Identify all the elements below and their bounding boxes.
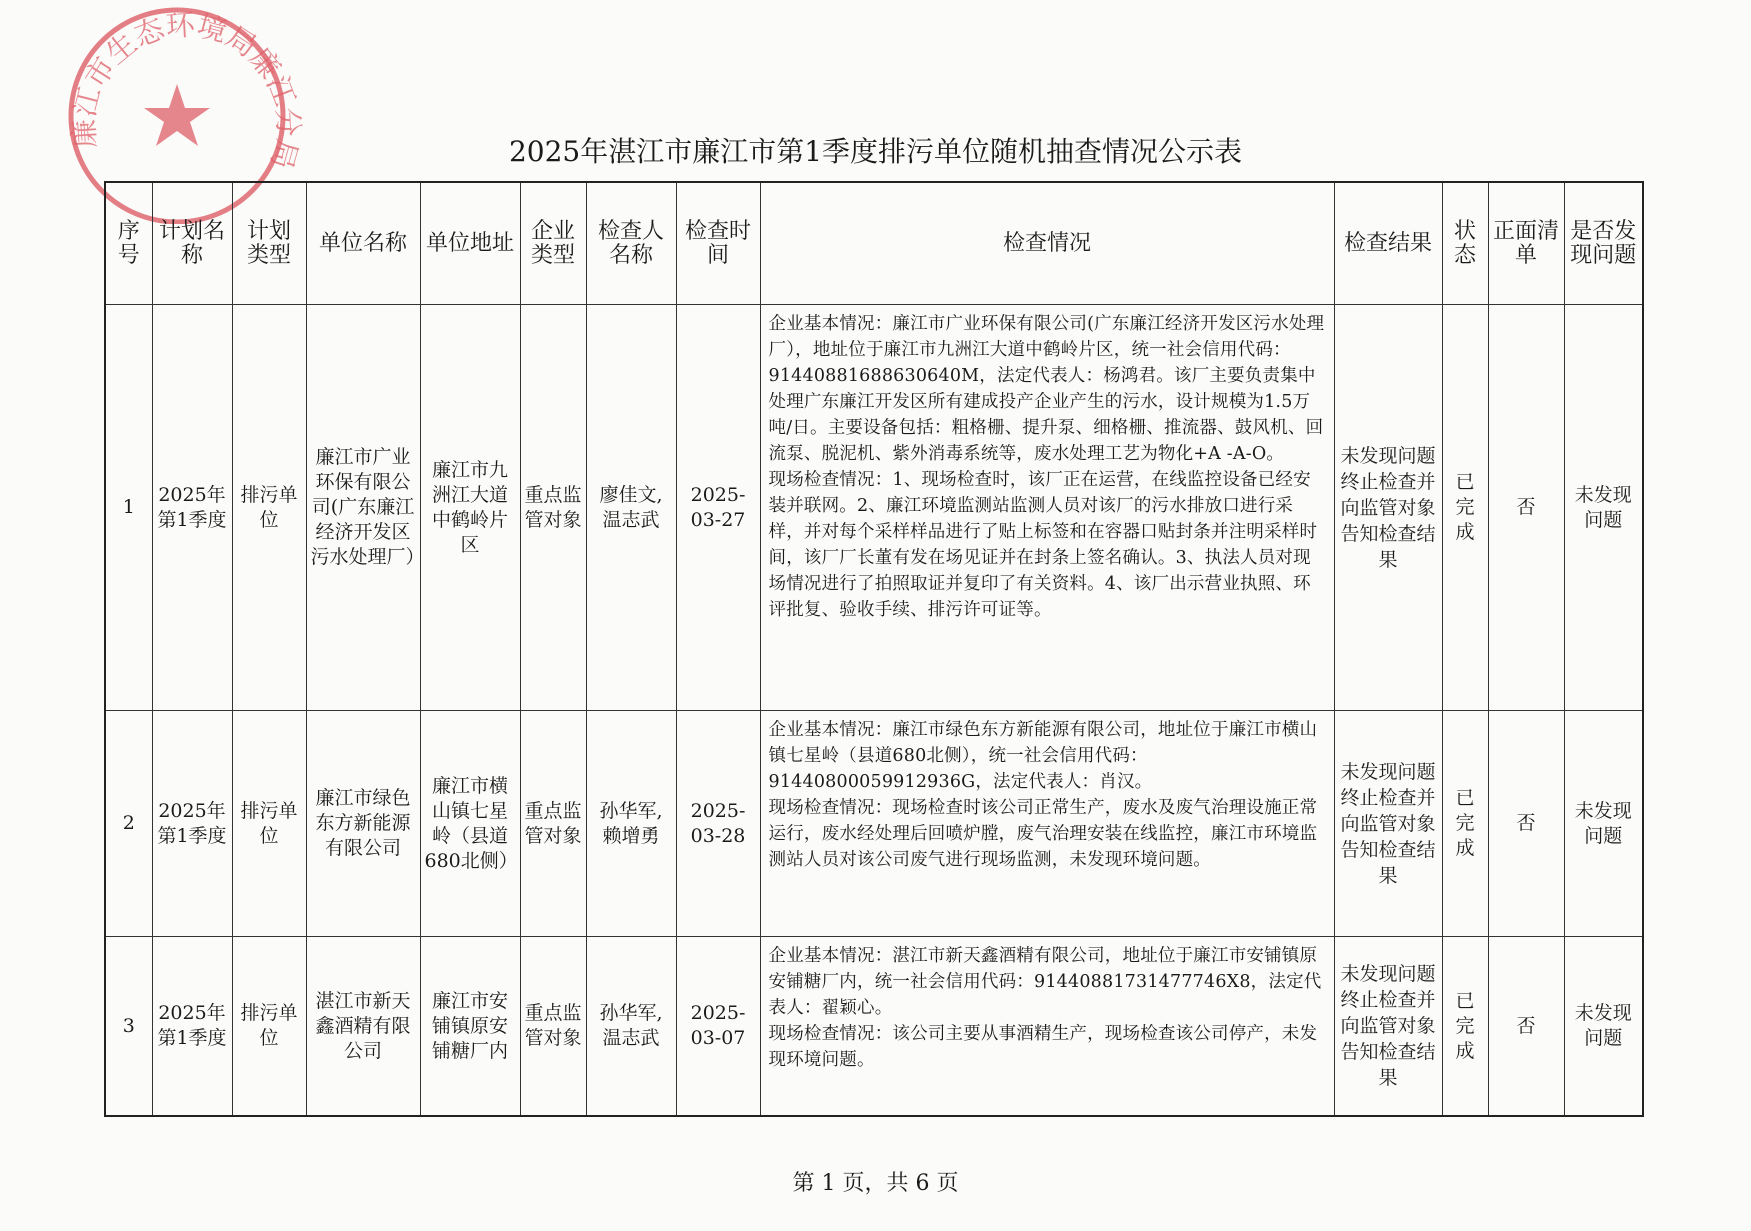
detail-onsite: 现场检查情况：该公司主要从事酒精生产，现场检查该公司停产，未发现环境问题。 xyxy=(768,1024,1318,1070)
cell-address: 廉江市九洲江大道中鹤岭片区 xyxy=(420,305,520,711)
cell-plan-name: 2025年第1季度 xyxy=(152,711,232,937)
cell-enterprise-type: 重点监管对象 xyxy=(520,711,586,937)
cell-status: 已完成 xyxy=(1442,711,1488,937)
cell-detail xyxy=(760,305,1334,711)
cell-enterprise-type: 重点监管对象 xyxy=(520,937,586,1117)
cell-inspectors: 孙华军,温志武 xyxy=(586,937,676,1117)
seal-text: 廉江市生态环境局廉江分局 xyxy=(66,7,306,173)
cell-inspectors: 孙华军,赖增勇 xyxy=(586,711,676,937)
header-unit-name: 单位名称 xyxy=(306,182,420,305)
cell-positive-list: 否 xyxy=(1488,711,1564,937)
header-address: 单位地址 xyxy=(420,182,520,305)
header-date: 检查时间 xyxy=(676,182,760,305)
table-row xyxy=(105,937,1643,1117)
document-title: 2025年湛江市廉江市第1季度排污单位随机抽查情况公示表 xyxy=(508,135,1243,168)
header-row xyxy=(105,182,1643,305)
header-inspectors: 检查人名称 xyxy=(586,182,676,305)
cell-seq: 1 xyxy=(105,305,152,711)
cell-issues-found: 未发现问题 xyxy=(1564,711,1643,937)
cell-plan-name: 2025年第1季度 xyxy=(152,305,232,711)
header-enterprise-type: 企业类型 xyxy=(520,182,586,305)
cell-positive-list: 否 xyxy=(1488,937,1564,1117)
cell-result: 未发现问题终止检查并向监管对象告知检查结果 xyxy=(1334,937,1442,1117)
header-detail: 检查情况 xyxy=(760,182,1334,305)
cell-result: 未发现问题终止检查并向监管对象告知检查结果 xyxy=(1334,711,1442,937)
detail-basic: 企业基本情况：廉江市广业环保有限公司(广东廉江经济开发区污水处理厂），地址位于廉江市九洲江大道中鹤岭片区，统一社会信用代码：91440881688630640M，法定代表人：杨鸿君。该厂主要负责集中处理广东廉江开发区所有建成投产企业产生的污水，设计规模为1.5万吨/日。主要设备包括：粗格栅、提升泵、细格栅、推流器、鼓风机、回流泵、脱泥机、紫外消毒系统等，废水处理工艺为物化+A -A-O。 xyxy=(768,314,1325,464)
detail-onsite: 现场检查情况：1、现场检查时，该厂正在运营，在线监控设备已经安装并联网。2、廉江环境监测站监测人员对该厂的污水排放口进行采样，并对每个采样样品进行了贴上标签和在容器口贴封条并注明采样时间，该厂厂长董有发在场见证并在封条上签名确认。3、执法人员对现场情况进行了拍照取证并复印了有关资料。4、该厂出示营业执照、环评批复、验收手续、排污许可证等。 xyxy=(768,470,1318,620)
cell-detail xyxy=(760,937,1334,1117)
cell-unit-name: 廉江市绿色东方新能源有限公司 xyxy=(306,711,420,937)
header-plan-name: 计划名称 xyxy=(152,182,232,305)
cell-date: 2025-03-28 xyxy=(676,711,760,937)
cell-address: 廉江市安铺镇原安铺糖厂内 xyxy=(420,937,520,1117)
detail-onsite: 现场检查情况：现场检查时该公司正常生产，废水及废气治理设施正常运行，废水经处理后回喷炉膛，废气治理安装在线监控，廉江市环境监测站人员对该公司废气进行现场监测，未发现环境问题。 xyxy=(768,798,1318,870)
cell-plan-name: 2025年第1季度 xyxy=(152,937,232,1117)
table-row xyxy=(105,305,1643,711)
cell-address: 廉江市横山镇七星岭（县道680北侧） xyxy=(420,711,520,937)
cell-status: 已完成 xyxy=(1442,305,1488,711)
header-seq: 序号 xyxy=(105,182,152,305)
header-status: 状态 xyxy=(1442,182,1488,305)
detail-basic: 企业基本情况：湛江市新天鑫酒精有限公司，地址位于廉江市安铺镇原安铺糖厂内，统一社会信用代码：91440881731477746X8，法定代表人：翟颖心。 xyxy=(768,946,1322,1018)
header-result: 检查结果 xyxy=(1334,182,1442,305)
cell-result: 未发现问题终止检查并向监管对象告知检查结果 xyxy=(1334,305,1442,711)
cell-date: 2025-03-07 xyxy=(676,937,760,1117)
cell-date: 2025-03-27 xyxy=(676,305,760,711)
cell-enterprise-type: 重点监管对象 xyxy=(520,305,586,711)
header-plan-type: 计划类型 xyxy=(232,182,306,305)
cell-inspectors: 廖佳文,温志武 xyxy=(586,305,676,711)
cell-seq: 2 xyxy=(105,711,152,937)
cell-plan-type: 排污单位 xyxy=(232,305,306,711)
detail-basic: 企业基本情况：廉江市绿色东方新能源有限公司，地址位于廉江市横山镇七星岭（县道680北侧），统一社会信用代码：91440800059912936G，法定代表人：肖汉。 xyxy=(768,720,1318,792)
inspection-table xyxy=(104,181,1644,1117)
cell-issues-found: 未发现问题 xyxy=(1564,937,1643,1117)
cell-unit-name: 湛江市新天鑫酒精有限公司 xyxy=(306,937,420,1117)
cell-plan-type: 排污单位 xyxy=(232,711,306,937)
cell-seq: 3 xyxy=(105,937,152,1117)
table-row xyxy=(105,711,1643,937)
header-issues-found: 是否发现问题 xyxy=(1564,182,1643,305)
page-number: 第 1 页，共 6 页 xyxy=(792,1171,959,1196)
cell-positive-list: 否 xyxy=(1488,305,1564,711)
cell-status: 已完成 xyxy=(1442,937,1488,1117)
cell-detail xyxy=(760,711,1334,937)
cell-plan-type: 排污单位 xyxy=(232,937,306,1117)
cell-issues-found: 未发现问题 xyxy=(1564,305,1643,711)
cell-unit-name: 廉江市广业环保有限公司(广东廉江经济开发区污水处理厂） xyxy=(306,305,420,711)
header-positive-list: 正面清单 xyxy=(1488,182,1564,305)
